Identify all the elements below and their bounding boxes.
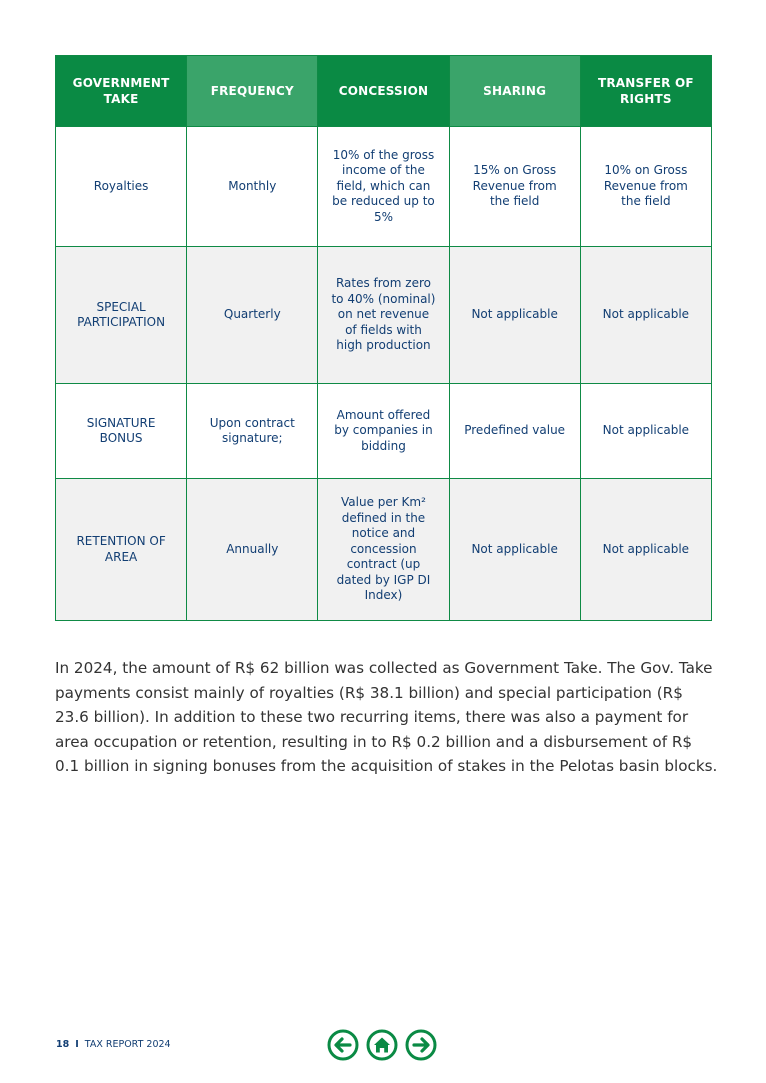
arrow-left-icon[interactable] bbox=[327, 1029, 359, 1061]
page-number: 18 bbox=[56, 1039, 70, 1050]
cell-government-take: SPECIAL PARTICIPATION bbox=[56, 247, 187, 384]
cell-transfer-of-rights: Not applicable bbox=[580, 479, 711, 621]
body-paragraph: In 2024, the amount of R$ 62 billion was collected as Government Take. The Gov. Take payments consist mainly of royalties (R$ 38.1 billion) and special participation (R$ 23.6 billion). In addition to these two recurring items, there was also a payment for area occupation or retention, resulting in to R$ 0.2 billion and a disbursement of R$ 0.1 billion in signing bonuses from the acquisition of stakes in the Pelotas basin blocks. bbox=[55, 659, 718, 776]
cell-sharing: 15% on Gross Revenue from the field bbox=[449, 127, 580, 247]
table-row bbox=[56, 384, 712, 479]
cell-concession: 10% of the gross income of the field, which can be reduced up to 5% bbox=[318, 127, 449, 247]
government-take-table bbox=[55, 55, 712, 621]
cell-concession: Value per Km² defined in the notice and concession contract (up dated by IGP DI Index) bbox=[318, 479, 449, 621]
cell-government-take: SIGNATURE BONUS bbox=[56, 384, 187, 479]
arrow-right-icon[interactable] bbox=[405, 1029, 437, 1061]
table-row bbox=[56, 479, 712, 621]
table-row bbox=[56, 127, 712, 247]
header-transfer-of-rights: TRANSFER OF RIGHTS bbox=[580, 56, 711, 127]
cell-transfer-of-rights: 10% on Gross Revenue from the field bbox=[580, 127, 711, 247]
home-icon[interactable] bbox=[366, 1029, 398, 1061]
cell-sharing: Not applicable bbox=[449, 479, 580, 621]
header-government-take: GOVERNMENT TAKE bbox=[56, 56, 187, 127]
cell-sharing: Predefined value bbox=[449, 384, 580, 479]
cell-government-take: Royalties bbox=[56, 127, 187, 247]
report-title: TAX REPORT 2024 bbox=[84, 1039, 171, 1050]
cell-concession: Amount offered by companies in bidding bbox=[318, 384, 449, 479]
cell-concession: Rates from zero to 40% (nominal) on net revenue of fields with high production bbox=[318, 247, 449, 384]
cell-frequency: Annually bbox=[187, 479, 318, 621]
cell-frequency: Quarterly bbox=[187, 247, 318, 384]
footer-separator: I bbox=[75, 1039, 79, 1050]
page-navigation bbox=[327, 1029, 437, 1061]
header-sharing: SHARING bbox=[449, 56, 580, 127]
cell-government-take: RETENTION OF AREA bbox=[56, 479, 187, 621]
header-frequency: FREQUENCY bbox=[187, 56, 318, 127]
header-concession: CONCESSION bbox=[318, 56, 449, 127]
cell-transfer-of-rights: Not applicable bbox=[580, 384, 711, 479]
cell-transfer-of-rights: Not applicable bbox=[580, 247, 711, 384]
cell-frequency: Upon contract signature; bbox=[187, 384, 318, 479]
cell-frequency: Monthly bbox=[187, 127, 318, 247]
cell-sharing: Not applicable bbox=[449, 247, 580, 384]
footer-label bbox=[56, 1039, 171, 1050]
table-header-row bbox=[56, 56, 712, 127]
table-row bbox=[56, 247, 712, 384]
